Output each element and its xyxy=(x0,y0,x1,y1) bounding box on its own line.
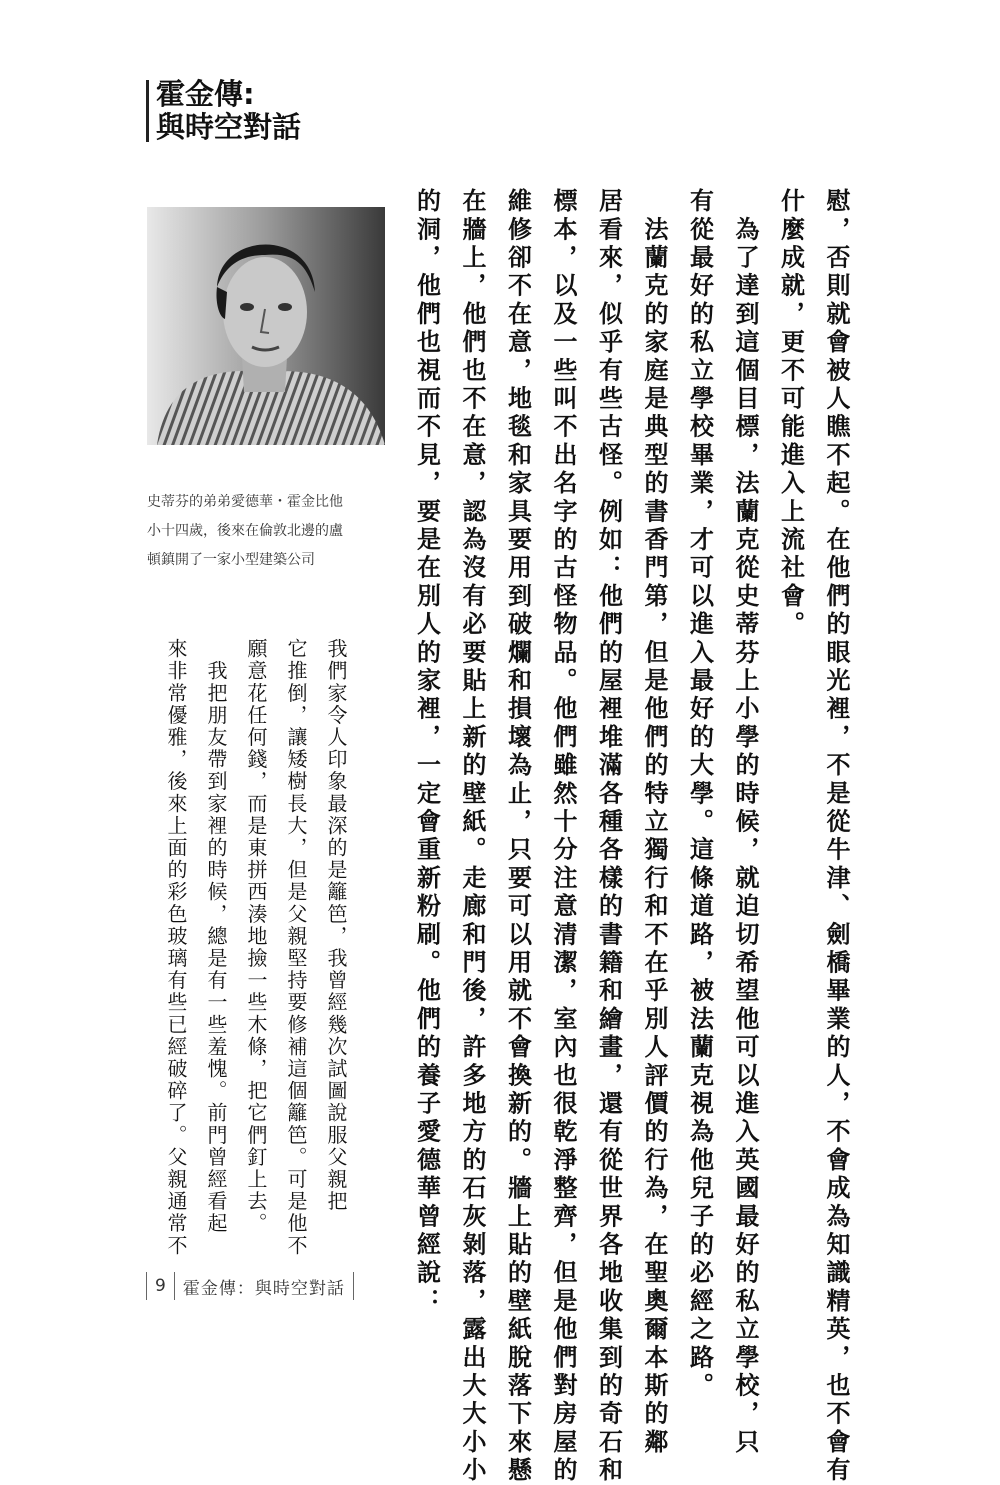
footer-divider xyxy=(353,1272,354,1300)
header-rule xyxy=(146,80,149,142)
body-column: 在牆上，他們也不在意，認為沒有必要貼上新的壁紙。走廊和門後，許多地方的石灰剝落，露出大大小小 xyxy=(458,188,487,1485)
caption-line: 頓鎮開了一家小型建築公司 xyxy=(147,552,315,568)
quote-column: 我把朋友帶到家裡的時候，總是有一些羞愧。前門曾經看起 xyxy=(204,638,228,1235)
body-column: 為了達到這個目標，法蘭克從史蒂芬上小學的時候，就迫切希望他可以進入英國最好的私立學校，只 xyxy=(731,188,760,1457)
main-body-text xyxy=(404,188,859,1485)
page-number: 9 xyxy=(155,1276,166,1296)
book-title-line-2: 與時空對話 xyxy=(156,110,302,144)
body-column: 慰，否則就會被人瞧不起。在他們的眼光裡，不是從牛津、劍橋畢業的人，不會成為知識精英，也不會有 xyxy=(822,188,851,1485)
quote-column: 願意花任何錢，而是東拼西湊地撿一些木條，把它們釘上去。 xyxy=(244,638,268,1235)
page-footer xyxy=(146,1270,354,1302)
portrait-photo xyxy=(147,207,385,445)
body-column: 有從最好的私立學校畢業，才可以進入最好的大學。這條道路，被法蘭克視為他兒子的必經之路。 xyxy=(685,188,715,1401)
body-column: 維修卻不在意，地毯和家具要用到破爛和損壞為止，只要可以用就不會換新的。牆上貼的壁紙脫落下來懸 xyxy=(503,188,533,1485)
footer-title: 霍金傳：與時空對話 xyxy=(182,1278,345,1299)
book-title xyxy=(156,78,301,144)
body-column: 的洞，他們也視而不見，要是在別人的家裡，一定會重新粉刷。他們的養子愛德華曾經說： xyxy=(412,188,442,1316)
portrait-image xyxy=(147,207,385,445)
caption-line: 史蒂芬的弟弟愛德華・霍金比他 xyxy=(147,494,343,510)
block-quote xyxy=(156,638,356,1257)
quote-column: 它推倒，讓矮樹長大，但是父親堅持要修補這個籬笆。可是他不 xyxy=(284,638,308,1257)
photo-caption xyxy=(147,488,392,575)
body-column: 什麼成就，更不可能進入上流社會。 xyxy=(776,188,806,640)
quote-column: 來非常優雅，後來上面的彩色玻璃有些已經破碎了。父親通常不 xyxy=(164,638,188,1257)
body-column: 居看來，似乎有些古怪。例如：他們的屋裡堆滿各種各樣的書籍和繪畫，還有從世界各地收集到的奇石和 xyxy=(594,188,624,1485)
quote-column: 我們家令人印象最深的是籬笆，我曾經幾次試圖說服父親把 xyxy=(324,638,348,1213)
book-title-line-1: 霍金傳: xyxy=(156,77,255,111)
caption-line: 小十四歲，後來在倫敦北邊的盧 xyxy=(147,523,343,539)
body-column: 法蘭克的家庭是典型的書香門第，但是他們的特立獨行和不在乎別人評價的行為，在聖奧爾本斯的鄰 xyxy=(640,188,669,1457)
body-column: 標本，以及一些叫不出名字的古怪物品。他們雖然十分注意清潔，室內也很乾淨整齊，但是他們對房屋的 xyxy=(549,188,578,1485)
